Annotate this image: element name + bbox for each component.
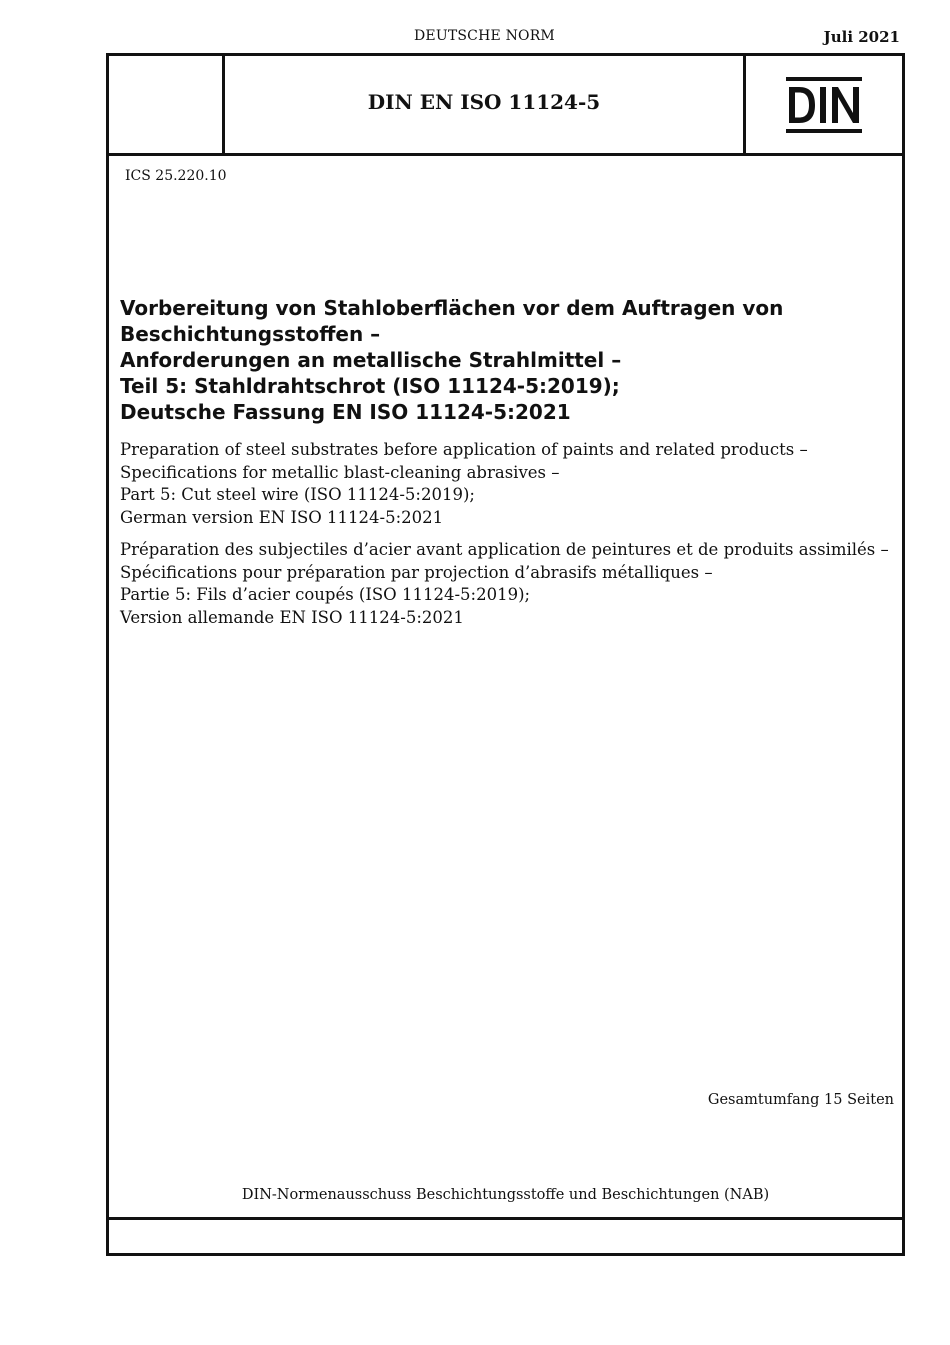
title-fr-line: Version allemande EN ISO 11124-5:2021 xyxy=(120,607,464,627)
header-logo-cell xyxy=(746,56,902,153)
title-en-line: German version EN ISO 11124-5:2021 xyxy=(120,507,444,527)
page-count: Gesamtumfang 15 Seiten xyxy=(707,1092,894,1108)
publication-date: Juli 2021 xyxy=(823,28,900,46)
ics-code: ICS 25.220.10 xyxy=(125,168,227,184)
title-en-line: Preparation of steel substrates before application of paints and related products – xyxy=(120,440,808,459)
header-left-cell xyxy=(109,56,225,153)
header-row xyxy=(109,56,902,156)
title-de-line: Vorbereitung von Stahloberflächen vor dem Auftragen von xyxy=(120,296,784,320)
title-en-line: Part 5: Cut steel wire (ISO 11124-5:2019); xyxy=(120,485,475,504)
bottom-divider xyxy=(109,1217,902,1220)
title-de-line: Teil 5: Stahldrahtschrot (ISO 11124-5:2019); xyxy=(120,374,620,398)
committee-name: DIN-Normenausschuss Beschichtungsstoffe und Beschichtungen (NAB) xyxy=(241,1187,770,1203)
document-number: DIN EN ISO 11124-5 xyxy=(367,89,601,114)
title-fr-line: Spécifications pour préparation par projection d’abrasifs métalliques – xyxy=(120,562,713,582)
title-de-line: Beschichtungsstoffen – xyxy=(120,322,381,346)
title-de-line: Deutsche Fassung EN ISO 11124-5:2021 xyxy=(120,400,571,424)
norm-label: DEUTSCHE NORM xyxy=(414,28,555,44)
title-de-line: Anforderungen an metallische Strahlmittel – xyxy=(120,348,622,372)
header-title-cell xyxy=(225,56,746,153)
din-logo xyxy=(786,77,862,133)
title-fr-line: Partie 5: Fils d’acier coupés (ISO 11124-5:2019); xyxy=(120,585,531,604)
title-english xyxy=(120,439,890,529)
title-en-line: Specifications for metallic blast-cleaning abrasives – xyxy=(120,462,560,482)
cover-frame xyxy=(106,53,905,1256)
title-french xyxy=(120,539,895,629)
title-german xyxy=(120,295,880,425)
title-fr-line: Préparation des subjectiles d’acier avant application de peintures et de produits assimilés – xyxy=(120,540,889,559)
